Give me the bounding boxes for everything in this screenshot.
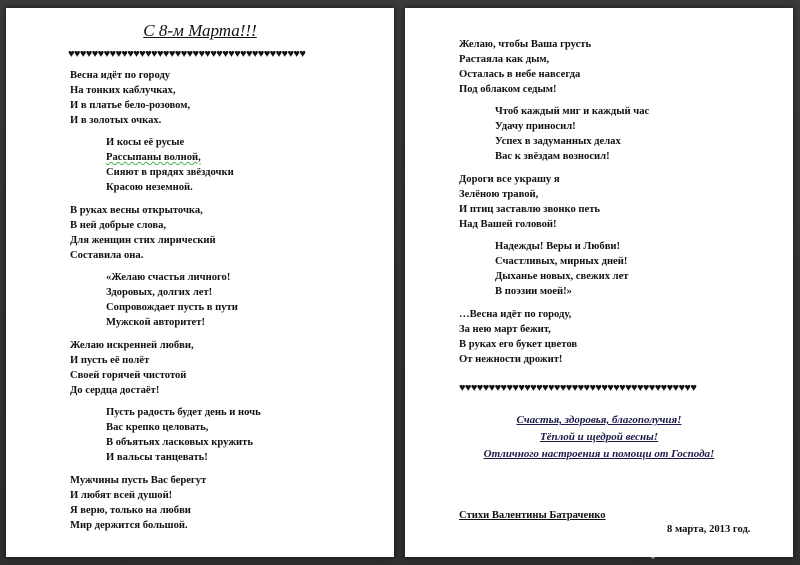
- poem-line: Рассыпаны волной,: [106, 152, 201, 163]
- poem-line: Удачу приносил!: [495, 121, 576, 132]
- poem-line: В руках его букет цветов: [459, 339, 578, 350]
- right-page: [405, 8, 793, 557]
- poem-line: Зелёною травой,: [459, 189, 539, 200]
- poem-line: Красою неземной.: [106, 182, 193, 193]
- poem-line: Составила она.: [70, 250, 144, 261]
- wish-line: Счастья, здоровья, благополучия!: [516, 414, 682, 426]
- poem-line: Сопровождает пусть в пути: [106, 302, 238, 313]
- poem-line: Для женщин стих лирический: [70, 235, 216, 246]
- watermark-left: барахла: [620, 535, 724, 559]
- poem-line: Мужчины пусть Вас берегут: [70, 475, 207, 486]
- poem-line: Здоровых, долгих лет!: [106, 287, 213, 298]
- poem-line: Чтоб каждый миг и каждый час: [495, 106, 650, 117]
- poem-line: Счастливых, мирных дней!: [495, 256, 628, 267]
- hearts-divider: ♥♥♥♥♥♥♥♥♥♥♥♥♥♥♥♥♥♥♥♥♥♥♥♥♥♥♥♥♥♥♥♥♥♥♥♥♥♥♥♥: [68, 48, 306, 60]
- poem-line: В ней добрые слова,: [70, 220, 167, 231]
- poem-line: «Желаю счастья личного!: [106, 272, 231, 283]
- poem-line: Мир держится большой.: [70, 520, 188, 531]
- poem-line: …Весна идёт по городу,: [459, 309, 572, 320]
- poem-line: И птиц заставлю звонко петь: [459, 204, 601, 215]
- poem-line: Своей горячей чистотой: [70, 370, 187, 381]
- watermark-right: net: [743, 535, 784, 559]
- poem-line: Растаяла как дым,: [459, 54, 550, 65]
- poem-line: До сердца достаёт!: [70, 385, 160, 396]
- poem-line: Дороги все украшу я: [459, 174, 560, 185]
- wish-line: Отличного настроения и помощи от Господа!: [483, 448, 715, 460]
- page-title: С 8-м Марта!!!: [143, 21, 257, 40]
- poem-line: И пусть её полёт: [70, 355, 150, 366]
- poem-line: Я верю, только на любви: [70, 505, 191, 516]
- poem-line: Весна идёт по городу: [70, 70, 171, 81]
- date-line: 8 марта, 2013 год.: [667, 524, 751, 535]
- poem-line: Над Вашей головой!: [459, 219, 557, 230]
- hearts-divider: ♥♥♥♥♥♥♥♥♥♥♥♥♥♥♥♥♥♥♥♥♥♥♥♥♥♥♥♥♥♥♥♥♥♥♥♥♥♥♥♥: [459, 382, 697, 394]
- poem-line: Под облаком седым!: [459, 84, 557, 95]
- poem-line: В руках весны открыточка,: [70, 205, 203, 216]
- poem-line: Желаю искренней любви,: [70, 340, 194, 351]
- poem-line: Осталась в небе навсегда: [459, 69, 581, 80]
- poem-line: За нею март бежит,: [459, 324, 551, 335]
- poem-line: Успех в задуманных делах: [495, 136, 621, 147]
- watermark-dot-icon: [726, 542, 740, 556]
- author-credit: Стихи Валентины Батраченко: [459, 510, 606, 521]
- poem-line: В объятьях ласковых кружить: [106, 437, 253, 448]
- poem-line: От нежности дрожит!: [459, 354, 563, 365]
- poem-line: Мужской авторитет!: [106, 317, 205, 328]
- poem-line: И любят всей душой!: [70, 490, 173, 501]
- poem-line: Надежды! Веры и Любви!: [495, 241, 621, 252]
- poem-line: И в золотых очках.: [70, 115, 162, 126]
- poem-line: Пусть радость будет день и ночь: [106, 407, 261, 418]
- poem-line: Сияют в прядях звёздочки: [106, 167, 234, 178]
- poem-line: И вальсы танцевать!: [106, 452, 208, 463]
- poem-line: И косы её русые: [106, 137, 185, 148]
- poem-line: Желаю, чтобы Ваша грусть: [459, 39, 592, 50]
- poem-line: Вас к звёздам возносил!: [495, 151, 610, 162]
- left-page: [6, 8, 394, 557]
- poem-line: На тонких каблучках,: [70, 85, 176, 96]
- poem-line: Вас крепко целовать,: [106, 422, 209, 433]
- site-watermark: [620, 535, 784, 559]
- poem-line: И в платье бело-розовом,: [70, 100, 191, 111]
- poem-line: В поэзии моей!»: [495, 286, 572, 297]
- wish-line: Тёплой и щедрой весны!: [539, 431, 659, 443]
- poem-line: Дыханье новых, свежих лет: [495, 271, 629, 282]
